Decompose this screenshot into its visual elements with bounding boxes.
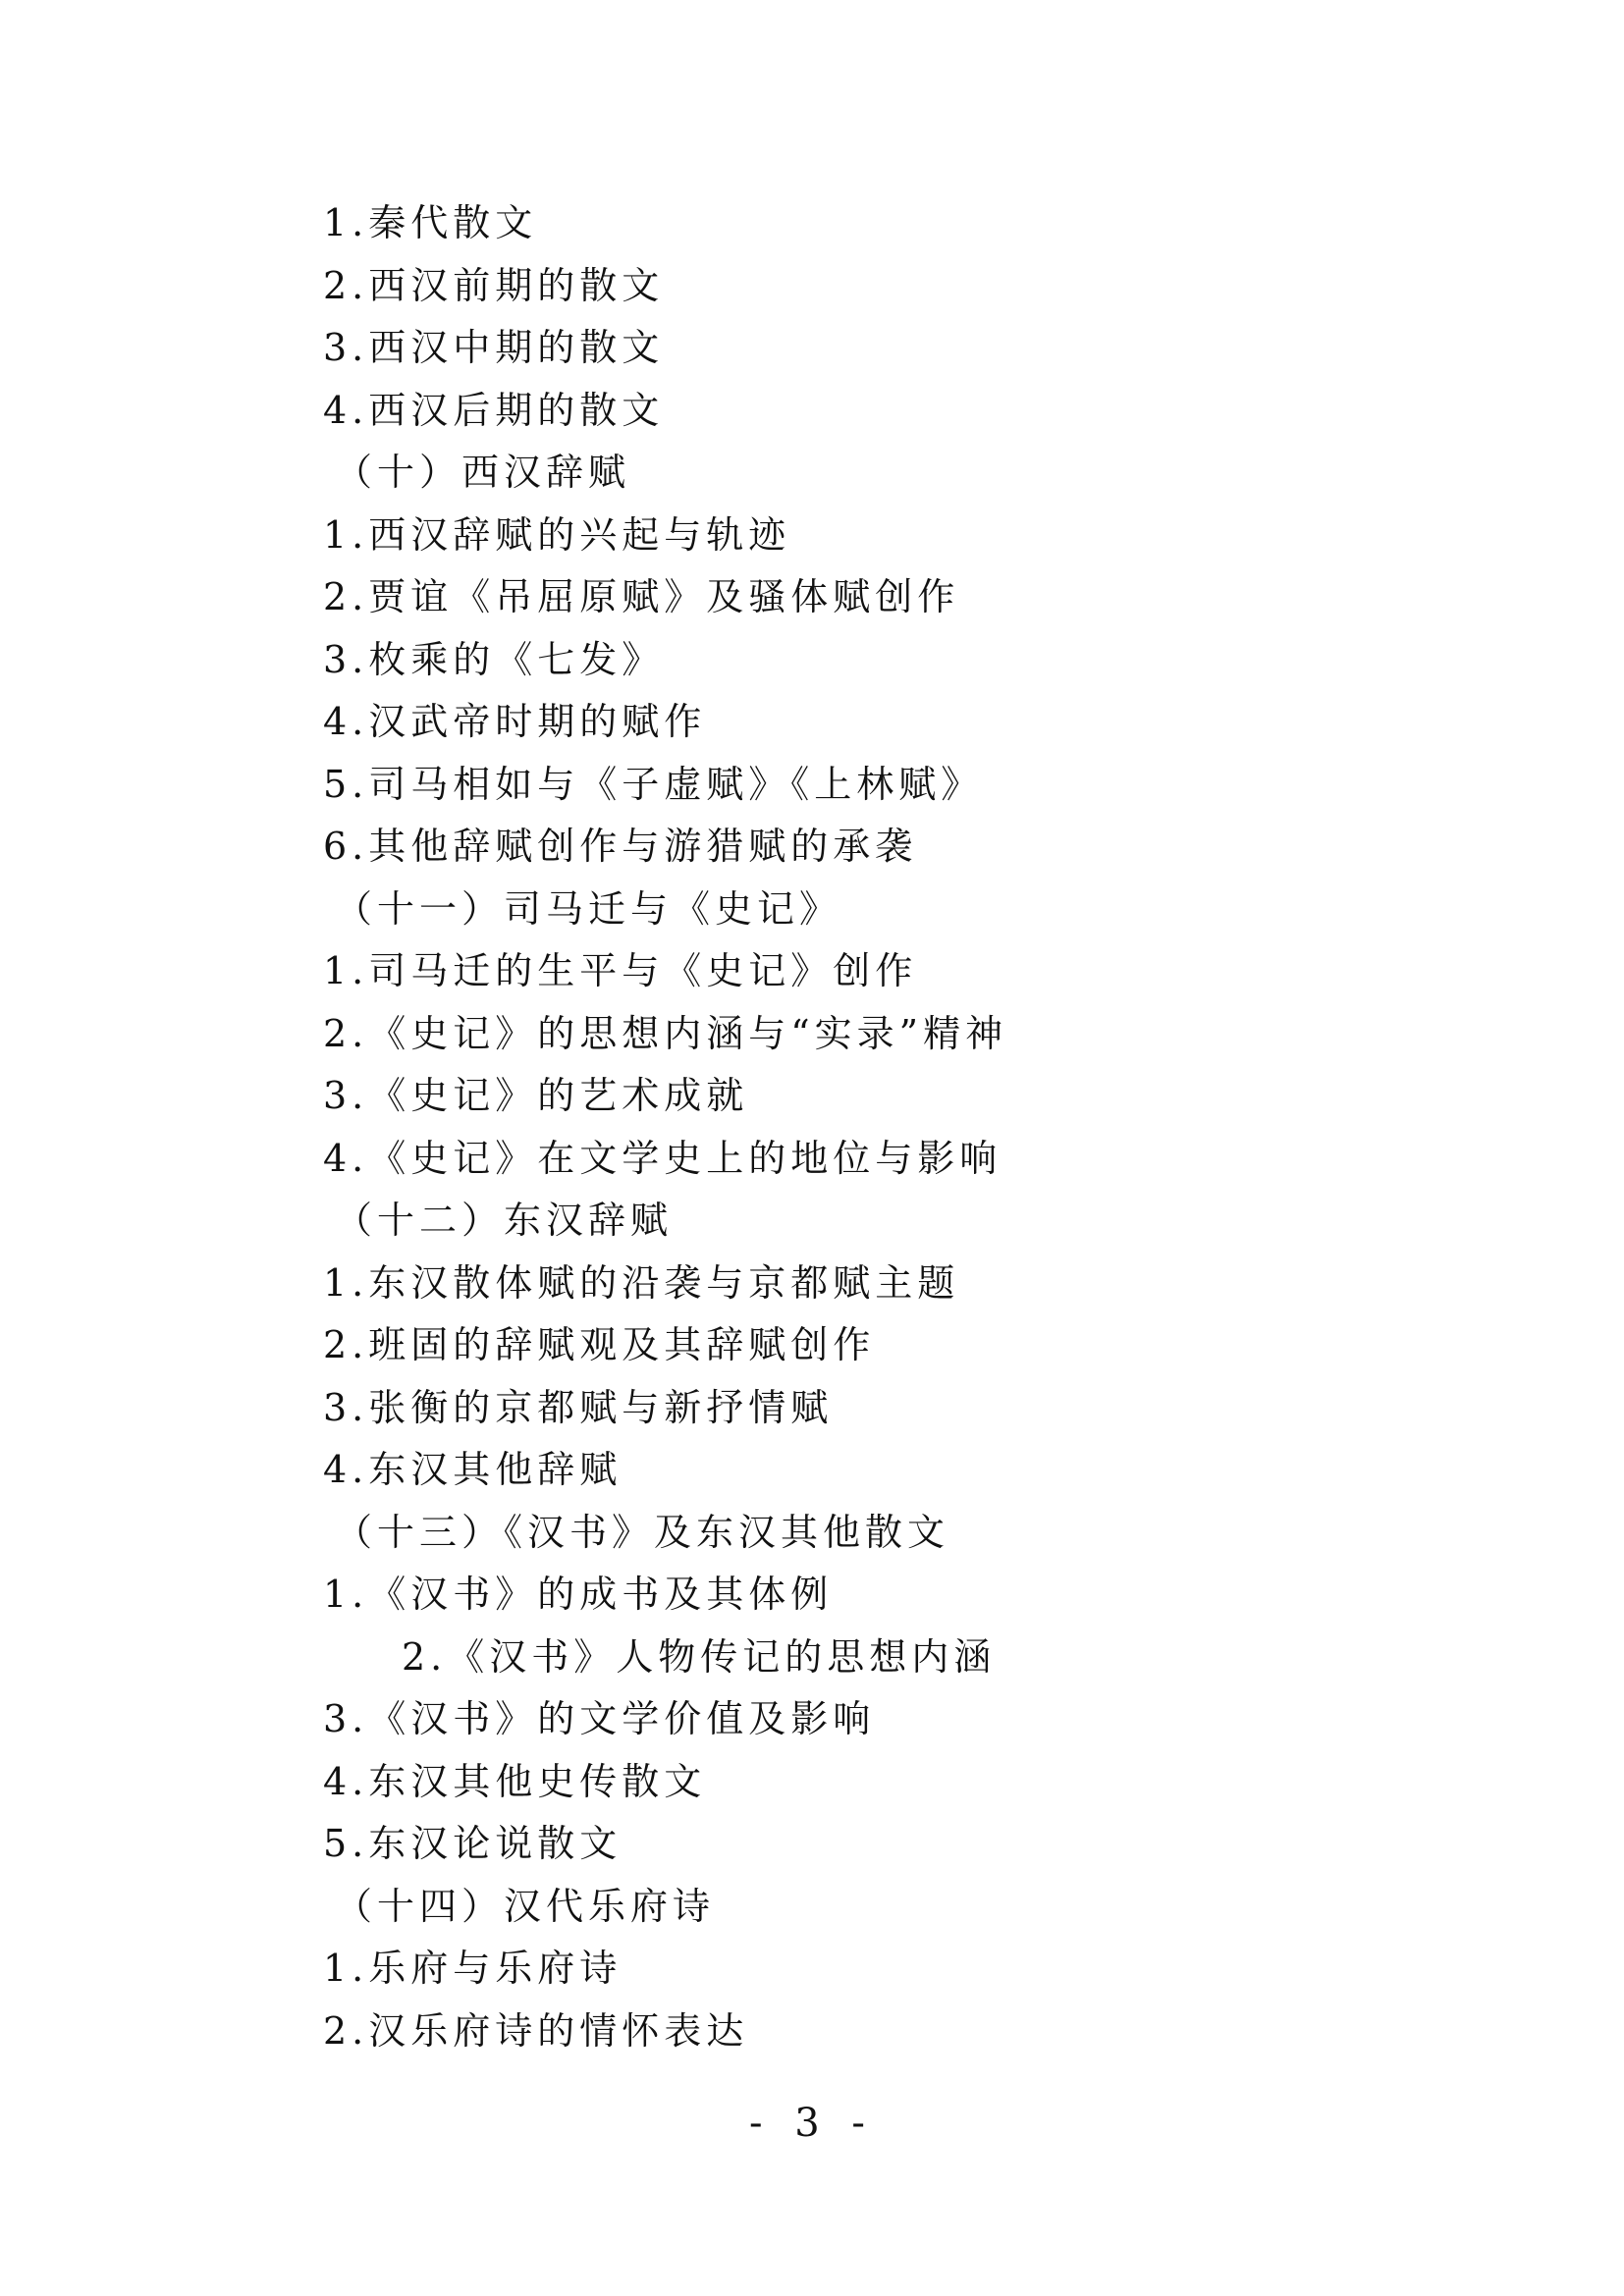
outline-item: 5.司马相如与《子虚赋》《上林赋》 (323, 762, 984, 806)
outline-item: 1.《汉书》的成书及其体例 (323, 1573, 834, 1616)
outline-item: 3.《史记》的艺术成就 (323, 1074, 749, 1117)
outline-item: 2.西汉前期的散文 (323, 263, 665, 307)
outline-item: 2.汉乐府诗的情怀表达 (323, 2008, 749, 2053)
outline-item: 3.西汉中期的散文 (323, 326, 665, 369)
outline-item: 4.东汉其他史传散文 (323, 1759, 707, 1803)
outline-item: 3.张衡的京都赋与新抒情赋 (323, 1385, 834, 1429)
section-heading: （十三）《汉书》及东汉其他散文 (335, 1510, 950, 1554)
section-heading: （十）西汉辞赋 (335, 451, 631, 494)
outline-item: 2.《史记》的思想内涵与“实录”精神 (323, 1011, 1008, 1055)
outline-item: 4.《史记》在文学史上的地位与影响 (323, 1136, 1002, 1180)
outline-item: 4.汉武帝时期的赋作 (323, 700, 707, 743)
section-heading: （十一）司马迁与《史记》 (335, 886, 842, 931)
page-number: - 3 - (749, 2101, 875, 2146)
outline-item: 1.东汉散体赋的沿袭与京都赋主题 (323, 1260, 960, 1305)
outline-item: 5.东汉论说散文 (323, 1822, 623, 1865)
outline-item: 6.其他辞赋创作与游猎赋的承袭 (323, 825, 918, 868)
outline-item: 3.枚乘的《七发》 (323, 637, 665, 681)
outline-item: 1.乐府与乐府诗 (323, 1947, 623, 1990)
outline-item: 1.西汉辞赋的兴起与轨迹 (323, 512, 791, 557)
outline-item: 4.东汉其他辞赋 (323, 1448, 623, 1491)
outline-item: 1.秦代散文 (323, 201, 538, 244)
outline-item: 2.班固的辞赋观及其辞赋创作 (323, 1323, 876, 1366)
outline-item: 2.贾谊《吊屈原赋》及骚体赋创作 (323, 575, 960, 618)
section-heading: （十二）东汉辞赋 (335, 1199, 674, 1242)
outline-item: 2.《汉书》人物传记的思想内涵 (402, 1634, 997, 1679)
outline-list (323, 192, 1403, 2062)
outline-item: 4.西汉后期的散文 (323, 388, 665, 432)
outline-item: 3.《汉书》的文学价值及影响 (323, 1697, 876, 1740)
section-heading: （十四）汉代乐府诗 (335, 1884, 716, 1928)
outline-item: 1.司马迁的生平与《史记》创作 (323, 949, 918, 992)
